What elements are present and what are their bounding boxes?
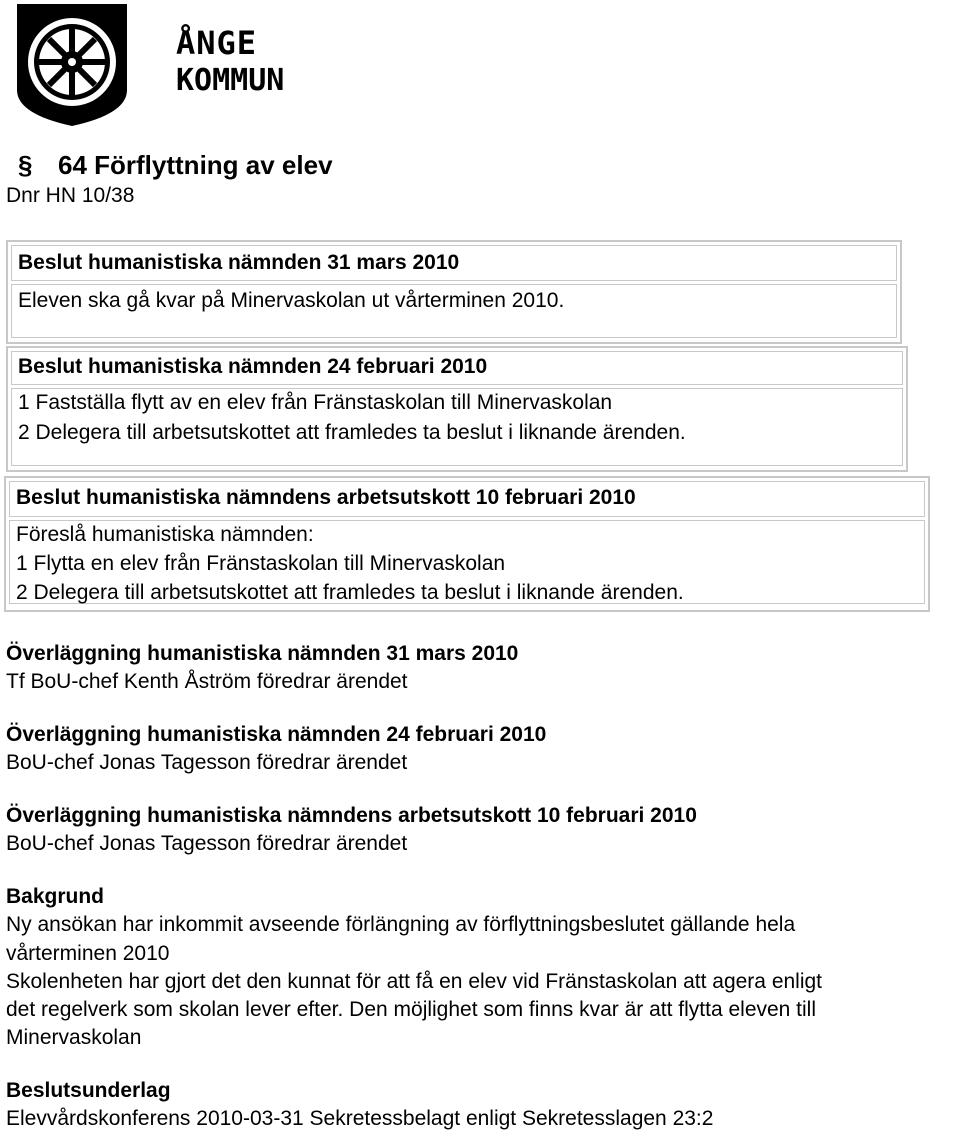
decision-box-3 [4, 476, 930, 612]
background-line: Ny ansökan har inkommit avseende förlängning av förflyttningsbeslutet gällande hela [6, 913, 796, 936]
decision-line: Eleven ska gå kvar på Minervaskolan ut vårterminen 2010. [18, 289, 565, 312]
basis-heading: Beslutsunderlag [6, 1079, 171, 1102]
deliberation-heading: Överläggning humanistiska nämndens arbetsutskott 10 februari 2010 [6, 804, 697, 827]
decision-line: 2 Delegera till arbetsutskottet att framledes ta beslut i liknande ärenden. [16, 581, 684, 604]
decision-line: 1 Fastställa flytt av en elev från Fränstaskolan till Minervaskolan [18, 391, 613, 414]
deliberation-heading: Överläggning humanistiska nämnden 24 februari 2010 [6, 723, 547, 746]
decision-line: Föreslå humanistiska nämnden: [16, 523, 314, 546]
deliberation-text: BoU-chef Jonas Tagesson föredrar ärendet [6, 832, 408, 855]
decision-heading: Beslut humanistiska nämnden 31 mars 2010 [18, 251, 460, 274]
diary-number: Dnr HN 10/38 [6, 184, 135, 207]
deliberation-text: Tf BoU-chef Kenth Åström föredrar ärendet [6, 670, 408, 693]
background-line: vårterminen 2010 [6, 942, 170, 965]
background-line: Skolenheten har gjort det den kunnat för att få en elev vid Fränstaskolan att agera enligt [6, 970, 823, 993]
background-line: Minervaskolan [6, 1026, 142, 1049]
deliberation-heading: Överläggning humanistiska nämnden 31 mars 2010 [6, 642, 519, 665]
decision-box-1 [6, 240, 902, 344]
background-line: det regelverk som skolan lever efter. Den möjlighet som finns kvar är att flytta eleven till [6, 998, 817, 1021]
deliberation-text: BoU-chef Jonas Tagesson föredrar ärendet [6, 751, 408, 774]
decision-line: 1 Flytta en elev från Fränstaskolan till Minervaskolan [16, 552, 506, 575]
ange-kommun-logo [12, 2, 285, 128]
paragraph-symbol: § [18, 150, 33, 180]
logo-text: ÅNGE KOMMUN [176, 24, 285, 98]
background-heading: Bakgrund [6, 885, 105, 908]
decision-box-2 [6, 346, 908, 472]
decision-heading: Beslut humanistiska nämnden 24 februari 2010 [18, 355, 488, 378]
section-number-title: 64 Förflyttning av elev [58, 150, 333, 180]
decision-line: 2 Delegera till arbetsutskottet att framledes ta beslut i liknande ärenden. [18, 421, 686, 444]
basis-text: Elevvårdskonferens 2010-03-31 Sekretessbelagt enligt Sekretesslagen 23:2 [6, 1107, 714, 1130]
section-title [18, 150, 333, 181]
decision-heading: Beslut humanistiska nämndens arbetsutskott 10 februari 2010 [16, 486, 636, 509]
